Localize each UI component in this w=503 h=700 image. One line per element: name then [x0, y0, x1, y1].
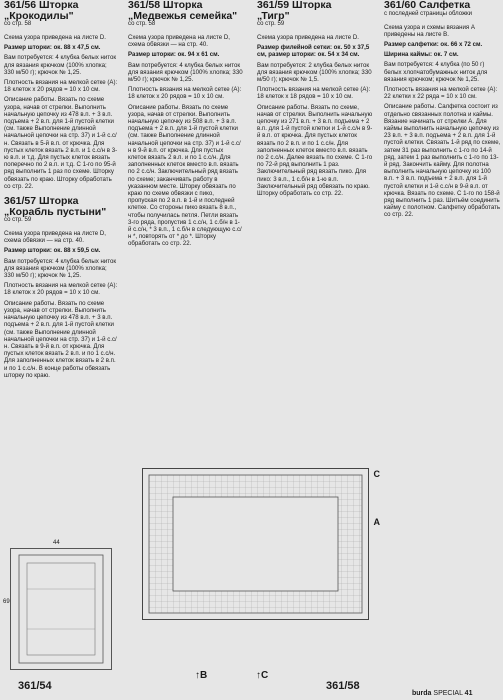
subtitle-361-56: „Крокодилы" [4, 9, 74, 22]
pattern-diagram-361-54 [3, 540, 112, 670]
para: Описание работы. Вязать по схеме, начав от стрелки. Выполнить начальную цепочку из 271 в.п. + 3 в.п. подъема + 2 в.п. для 1-й пустой клетки и 1-й с.с/н в 9-й в.п. от крючка. Для пустых клеток вязать по 2 в.п. и по 1 с.с/н. Для заполненных клеток вместо в.п. вязать по 2 с.с/н. Далее вязать по схеме. С 1-го по 72-й ряд выполнить 1 раз. Заключительный ряд вязать пико. Для пико: 3 в.п., 1 с.б/н в 1-ю в.п. Заключительный ряд обвязать по краю. Шторку обработать со стр. 22. [257, 103, 373, 198]
chart-label-a: A [373, 517, 380, 527]
chart-label-c-top: C [373, 469, 380, 479]
para: Размер шторки: ок. 88 x 59,5 см. [4, 247, 101, 255]
ref-361-59: со стр. 59 [257, 21, 285, 27]
para: Ширина каймы: ок. 7 см. [384, 51, 459, 59]
footer-special: SPECIAL [433, 690, 463, 697]
subtitle-361-58: „Медвежья семейка" [128, 9, 238, 22]
ref-361-57: со стр. 59 [4, 217, 32, 224]
pattern-diagram-svg [11, 549, 111, 669]
title-361-56: 361/56 Шторка [4, 0, 79, 11]
para: Плотность вязания на мелкой сетке (А): 22 клетки x 22 ряда = 10 x 10 см. [384, 85, 498, 101]
para: Схема узора приведена на листе D. [4, 34, 106, 41]
para: Схема узора и схемы вязания А приведены на листе В. [384, 23, 475, 38]
figure-label-361-54: 361/54 [18, 680, 52, 692]
para: Вам потребуется: 4 клубка белых ниток для вязания крючком (100% хлопка; 330 м/50 г); крючок № 1,25. [128, 61, 243, 84]
fig-width-label: 44 [53, 540, 60, 546]
column-1 [4, 0, 118, 382]
para: Размер салфетки: ок. 66 x 72 см. [384, 40, 483, 48]
para: Вам потребуется: 4 клубка белых ниток для вязания крючком (100% хлопка; 330 м/50 г); крючок № 1,25. [4, 257, 117, 280]
title-361-60: 361/60 Салфетка [384, 0, 471, 11]
page-footer [412, 690, 472, 697]
ref-361-58: со стр. 58 [128, 21, 156, 27]
column-2 [128, 0, 243, 251]
para: Описание работы. Вязать по схеме узора, начав от стрелки. Выполнить начальную цепочку из 478 в.п. + 3 в.п. подъема + 2 в.п. для 1-й пустой клетки (см. также Выполнение длинной начальной цепочки на стр. 37) и 1-й с.с/н. Связать в 9-й в.п. от крючка. Для пустых клеток вязать 2 в.п. и по 1 с.с/н. Для заполненных клеток вязать в 2 в.п. и по 1 с.с/н. В конце работы обвязать шторку по краю. [4, 299, 117, 379]
para: Плотность вязания на мелкой сетке (А): 18 клеток x 20 рядов = 10 x 10 см. [4, 282, 118, 297]
arrow-b-label: ↑B [195, 670, 208, 681]
brand-logo: burda [412, 690, 432, 697]
crochet-chart-361-58 [142, 468, 380, 620]
para: Размер шторки: ок. 94 x 61 см. [128, 51, 220, 59]
para: Схема узора приведена на листе D, схема обвязки — на стр. 40. [4, 230, 106, 245]
title-361-59: 361/59 Шторка [257, 0, 332, 11]
para: Схема узора приведена на листе D. [257, 34, 359, 41]
para: Плотность вязания на мелкой сетке (А): 18 клеток x 18 рядов = 10 x 10 см. [257, 86, 371, 101]
page-number: 41 [464, 690, 473, 697]
para: Схема узора приведена на листе D, схема обвязки — на стр. 40. [128, 34, 230, 49]
ref-361-60: с последней страницы обложки [384, 10, 472, 17]
para: Описание работы. Салфетка состоит из отдельно связанных полотна и каймы. Вязание начинать от стрелки А. Для каймы выполнить начальную цепочку из 23 в.п. + 3 в.п. подъема + 2 в.п. для 1-й пустой клетки. Связать 1-й ряд по схеме, затем 31 раз выполнить с 1-го по 14-й ряд, затем 1 раз выполнить с 1-го по 13-й ряд. Закончить кайму. Для полотна выполнить начальную цепочку из 100 в.п. + 3 в.п. подъема + 2 в.п. для 1-й пустой клетки и 1-й с.с/н в 9-й в.п. от крючка. Вязать по схеме. С 1-го по 158-й ряд выполнить 1 раз. Шитьём соединить кайму с полотном. Салфетку обработать со стр. 22. [384, 103, 501, 219]
para: Вам потребуется: 2 клубка белых ниток для вязания крючком (100% хлопка; 330 м/50 г); крючок № 1,5. [257, 61, 372, 84]
para: Вам потребуется: 4 клубка (по 50 г) белых хлопчатобумажных ниток для вязания крючком; крючок № 1,25. [384, 61, 488, 83]
para: Размер шторки: ок. 88 x 47,5 см. [4, 44, 101, 52]
arrow-c-label: ↑C [256, 670, 269, 681]
para: Описание работы. Вязать по схеме узора, начав от стрелки. Выполнить начальную цепочку из 508 в.п. + 3 в.п. подъема + 2 в.п. для 1-й пустой клетки (см. также Выполнение длинной начальной цепочки на стр. 37) и 1-й с.с/н в 9-й в.п. от крючка. Для пустых клеток вязать 2 в.п. и по 1 с.с/н. Для заполненных клеток вместо в.п. вязать по 2 с.с/н. Заключительный ряд вязать по схеме; заканчивать работу в указанном месте. Шторку обвязать по краю по схеме обвязки с пико, пропуская по 2 в.п. в 1-й и последней клетке. Со стороны пико вязать 8 в.п., чтобы получилась петля. Петли вязать 3-го ряда, пропустив 1 с.с/н, 1 с.б/н в 1-й с.с/н, * 3 в.п., 1 с.б/н в следующую с.с/н *, повторять от * до *. Шторку обработать со стр. 22. [128, 103, 242, 248]
subtitle-361-59: „Тигр" [257, 9, 290, 22]
title-361-58: 361/58 Шторка [128, 0, 203, 11]
column-4 [384, 0, 501, 222]
para: Плотность вязания на мелкой сетке (А): 18 клеток x 20 рядов = 10 x 10 см. [4, 79, 118, 94]
para: Размер филейной сетки: ок. 50 x 37,5 см, размер шторки: ок. 54 x 34 см. [257, 44, 370, 59]
ref-361-56: со стр. 58 [4, 21, 32, 27]
para: Вам потребуется: 4 клубка белых ниток для вязания крючком (100% хлопка; 330 м/50 г); крючок № 1,25. [4, 54, 117, 76]
column-3 [257, 0, 374, 200]
subtitle-361-57: „Корабль пустыни" [4, 205, 107, 218]
title-361-57: 361/57 Шторка [4, 195, 79, 208]
crochet-chart-svg [143, 469, 368, 619]
fig-height-label: 69 [3, 599, 10, 605]
figure-label-361-58: 361/58 [326, 680, 360, 692]
para: Описание работы. Вязать по схеме узора, начав от стрелки. Выполнить начальную цепочку из 478 в.п. + 3 в.п. подъема + 2 в.п. для 1-й пустой клетки (см. также Выполнение длинной начальной цепочки на стр. 37) и 1-й с.с/н. Связать в 5-й в.п. от крючка. Для пустых клеток вязать 2 в.п. и 1 с.с/н в 3-ю в.п. и т.д. Для пустых клеток вязать поперечно по 2 в.п. и т.д. С 1-го по 95-й ряд выполнить 1 раз по схеме. Шторку обвязать по краю. Шторку обработать со стр. 22. [4, 96, 118, 190]
para: Плотность вязания на мелкой сетке (А): 18 клеток x 20 рядов = 10 x 10 см. [128, 86, 242, 101]
